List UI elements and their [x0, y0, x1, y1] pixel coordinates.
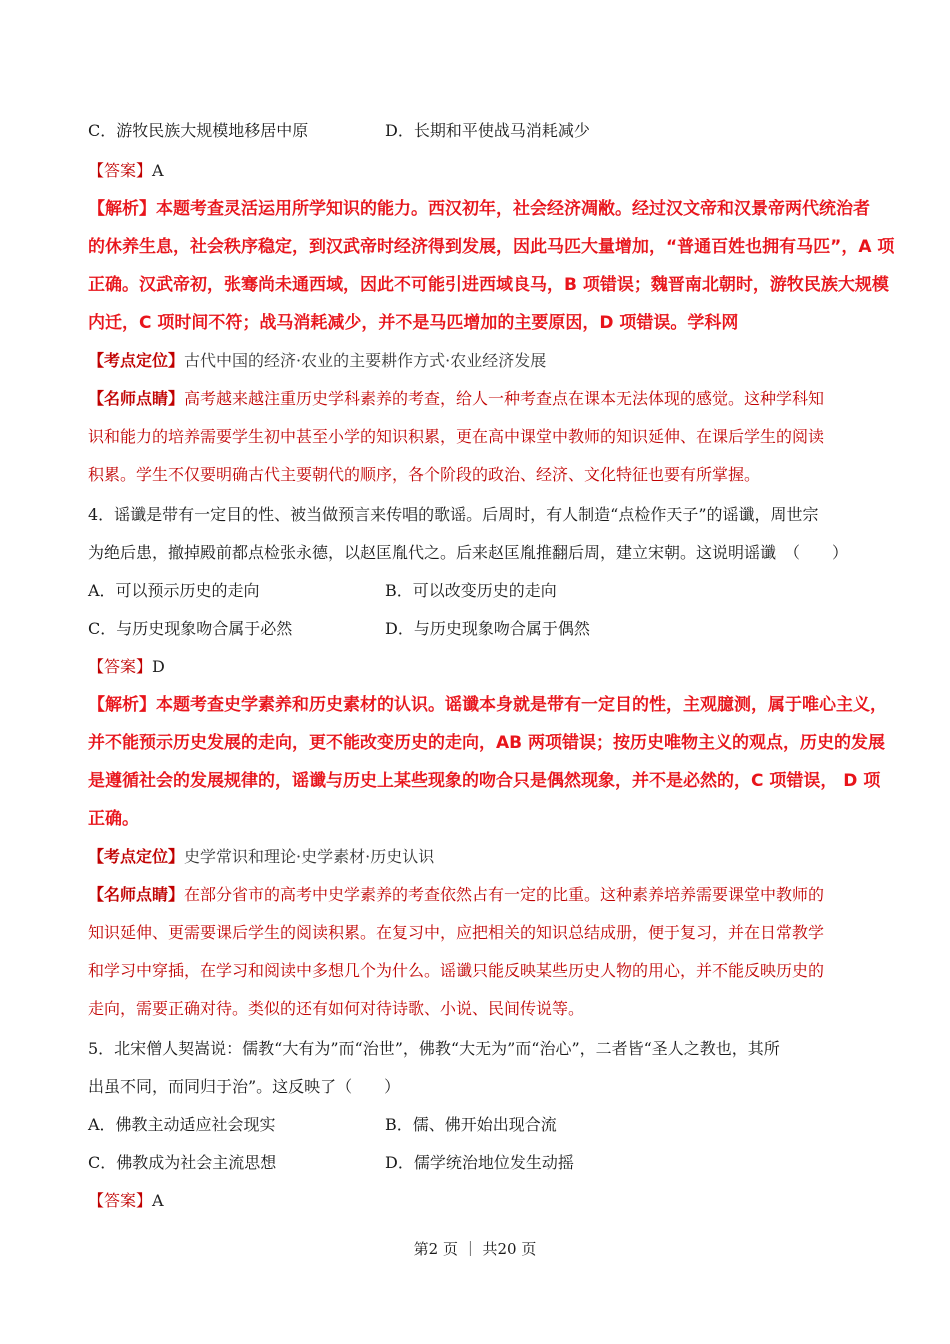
q4-option-d: D．与历史现象吻合属于偶然: [385, 619, 590, 638]
tip-text: 高考越来越注重历史学科素养的考查，给人一种考查点在课本无法体现的感觉。这种学科知: [184, 389, 825, 408]
q5-answer: [88, 1190, 868, 1212]
answer-label: 【答案】: [88, 657, 153, 676]
answer-value: D: [152, 657, 165, 676]
kp-text: 古代中国的经济·农业的主要耕作方式·农业经济发展: [184, 351, 547, 370]
analysis-text: 本题考查灵活运用所学知识的能力。西汉初年，社会经济凋敝。经过汉文帝和汉景帝两代统治者: [156, 199, 870, 219]
q4-analysis-line-4: 正确。: [88, 809, 139, 829]
q4-stem-line-2: 为绝后患，撤掉殿前都点检张永德，以赵匡胤代之。后来赵匡胤推翻后周，建立宋朝。这说明谣谶 （ ）: [88, 543, 849, 562]
answer-value: A: [152, 1191, 164, 1210]
q5-option-d: D．儒学统治地位发生动摇: [385, 1153, 574, 1172]
q4-analysis-line-2: 并不能预示历史发展的走向，更不能改变历史的走向，AB 两项错误；按历史唯物主义的观点，历史的发展: [88, 733, 886, 753]
q3-analysis-line-1: [88, 198, 868, 220]
q4-knowledge-point: [88, 846, 868, 868]
q4-analysis-line-3: 是遵循社会的发展规律的，谣谶与历史上某些现象的吻合只是偶然现象，并不是必然的，C 项错误， D 项: [88, 771, 881, 791]
q3-tip-line-3: 积累。学生不仅要明确古代主要朝代的顺序，各个阶段的政治、经济、文化特征也要有所掌握。: [88, 465, 761, 484]
q4-tip-line-3: 和学习中穿插，在学习和阅读中多想几个为什么。谣谶只能反映某些历史人物的用心，并不能反映历史的: [88, 961, 825, 980]
q4-tip-line-4: 走向，需要正确对待。类似的还有如何对待诗歌、小说、民间传说等。: [88, 999, 585, 1018]
q3-option-d: D．长期和平使战马消耗减少: [385, 121, 590, 140]
q4-option-c: C．与历史现象吻合属于必然: [88, 619, 293, 638]
q5-option-b: B．儒、佛开始出现合流: [385, 1115, 557, 1134]
q3-analysis-line-2: 的休养生息，社会秩序稳定，到汉武帝时经济得到发展，因此马匹大量增加，“普通百姓也拥有马匹”，A 项: [88, 237, 895, 257]
q4-tip-line-2: 知识延伸、更需要课后学生的阅读积累。在复习中，应把相关的知识总结成册，便于复习，并在日常教学: [88, 923, 825, 942]
page-footer: 第2 页 ｜ 共20 页: [413, 1240, 537, 1258]
q5-option-a: A．佛教主动适应社会现实: [88, 1115, 276, 1134]
kp-label: 【考点定位】: [88, 847, 185, 866]
q4-analysis-line-1: [88, 694, 887, 716]
q5-option-c: C．佛教成为社会主流思想: [88, 1153, 277, 1172]
q3-answer: [88, 160, 868, 182]
q3-analysis-line-3: 正确。汉武帝初，张骞尚未通西域，因此不可能引进西域良马，B 项错误；魏晋南北朝时，游牧民族大规模: [88, 275, 889, 295]
tip-text: 在部分省市的高考中史学素养的考查依然占有一定的比重。这种素养培养需要课堂中教师的: [184, 885, 825, 904]
q4-answer: [88, 656, 868, 678]
q3-option-c: C．游牧民族大规模地移居中原: [88, 121, 309, 140]
tip-label: 【名师点睛】: [88, 885, 185, 904]
q3-tip-line-1: [88, 388, 868, 410]
q4-tip-line-1: [88, 884, 868, 906]
analysis-label: 【解析】: [88, 695, 156, 715]
q3-knowledge-point: [88, 350, 868, 372]
q4-stem-line-1: 4．谣谶是带有一定目的性、被当做预言来传唱的歌谣。后周时，有人制造“点检作天子”的谣谶，周世宗: [88, 505, 819, 524]
q4-option-b: B．可以改变历史的走向: [385, 581, 557, 600]
q5-stem-line-2: 出虽不同，而同归于治”。这反映了（ ）: [88, 1077, 401, 1096]
answer-label: 【答案】: [88, 161, 153, 180]
analysis-text: 本题考查史学素养和历史素材的认识。谣谶本身就是带有一定目的性，主观臆测，属于唯心主义，: [156, 695, 887, 715]
analysis-label: 【解析】: [88, 199, 156, 219]
q3-analysis-line-4: 内迁，C 项时间不符；战马消耗减少，并不是马匹增加的主要原因，D 项错误。学科网: [88, 313, 739, 333]
kp-label: 【考点定位】: [88, 351, 185, 370]
answer-label: 【答案】: [88, 1191, 153, 1210]
q4-option-a: A．可以预示历史的走向: [88, 581, 260, 600]
q3-tip-line-2: 识和能力的培养需要学生初中甚至小学的知识积累，更在高中课堂中教师的知识延伸、在课后学生的阅读: [88, 427, 825, 446]
answer-value: A: [152, 161, 164, 180]
tip-label: 【名师点睛】: [88, 389, 185, 408]
q5-stem-line-1: 5．北宋僧人契嵩说：儒教“大有为”而“治世”，佛教“大无为”而“治心”，二者皆“圣人之教也，其所: [88, 1039, 780, 1058]
kp-text: 史学常识和理论·史学素材·历史认识: [184, 847, 435, 866]
